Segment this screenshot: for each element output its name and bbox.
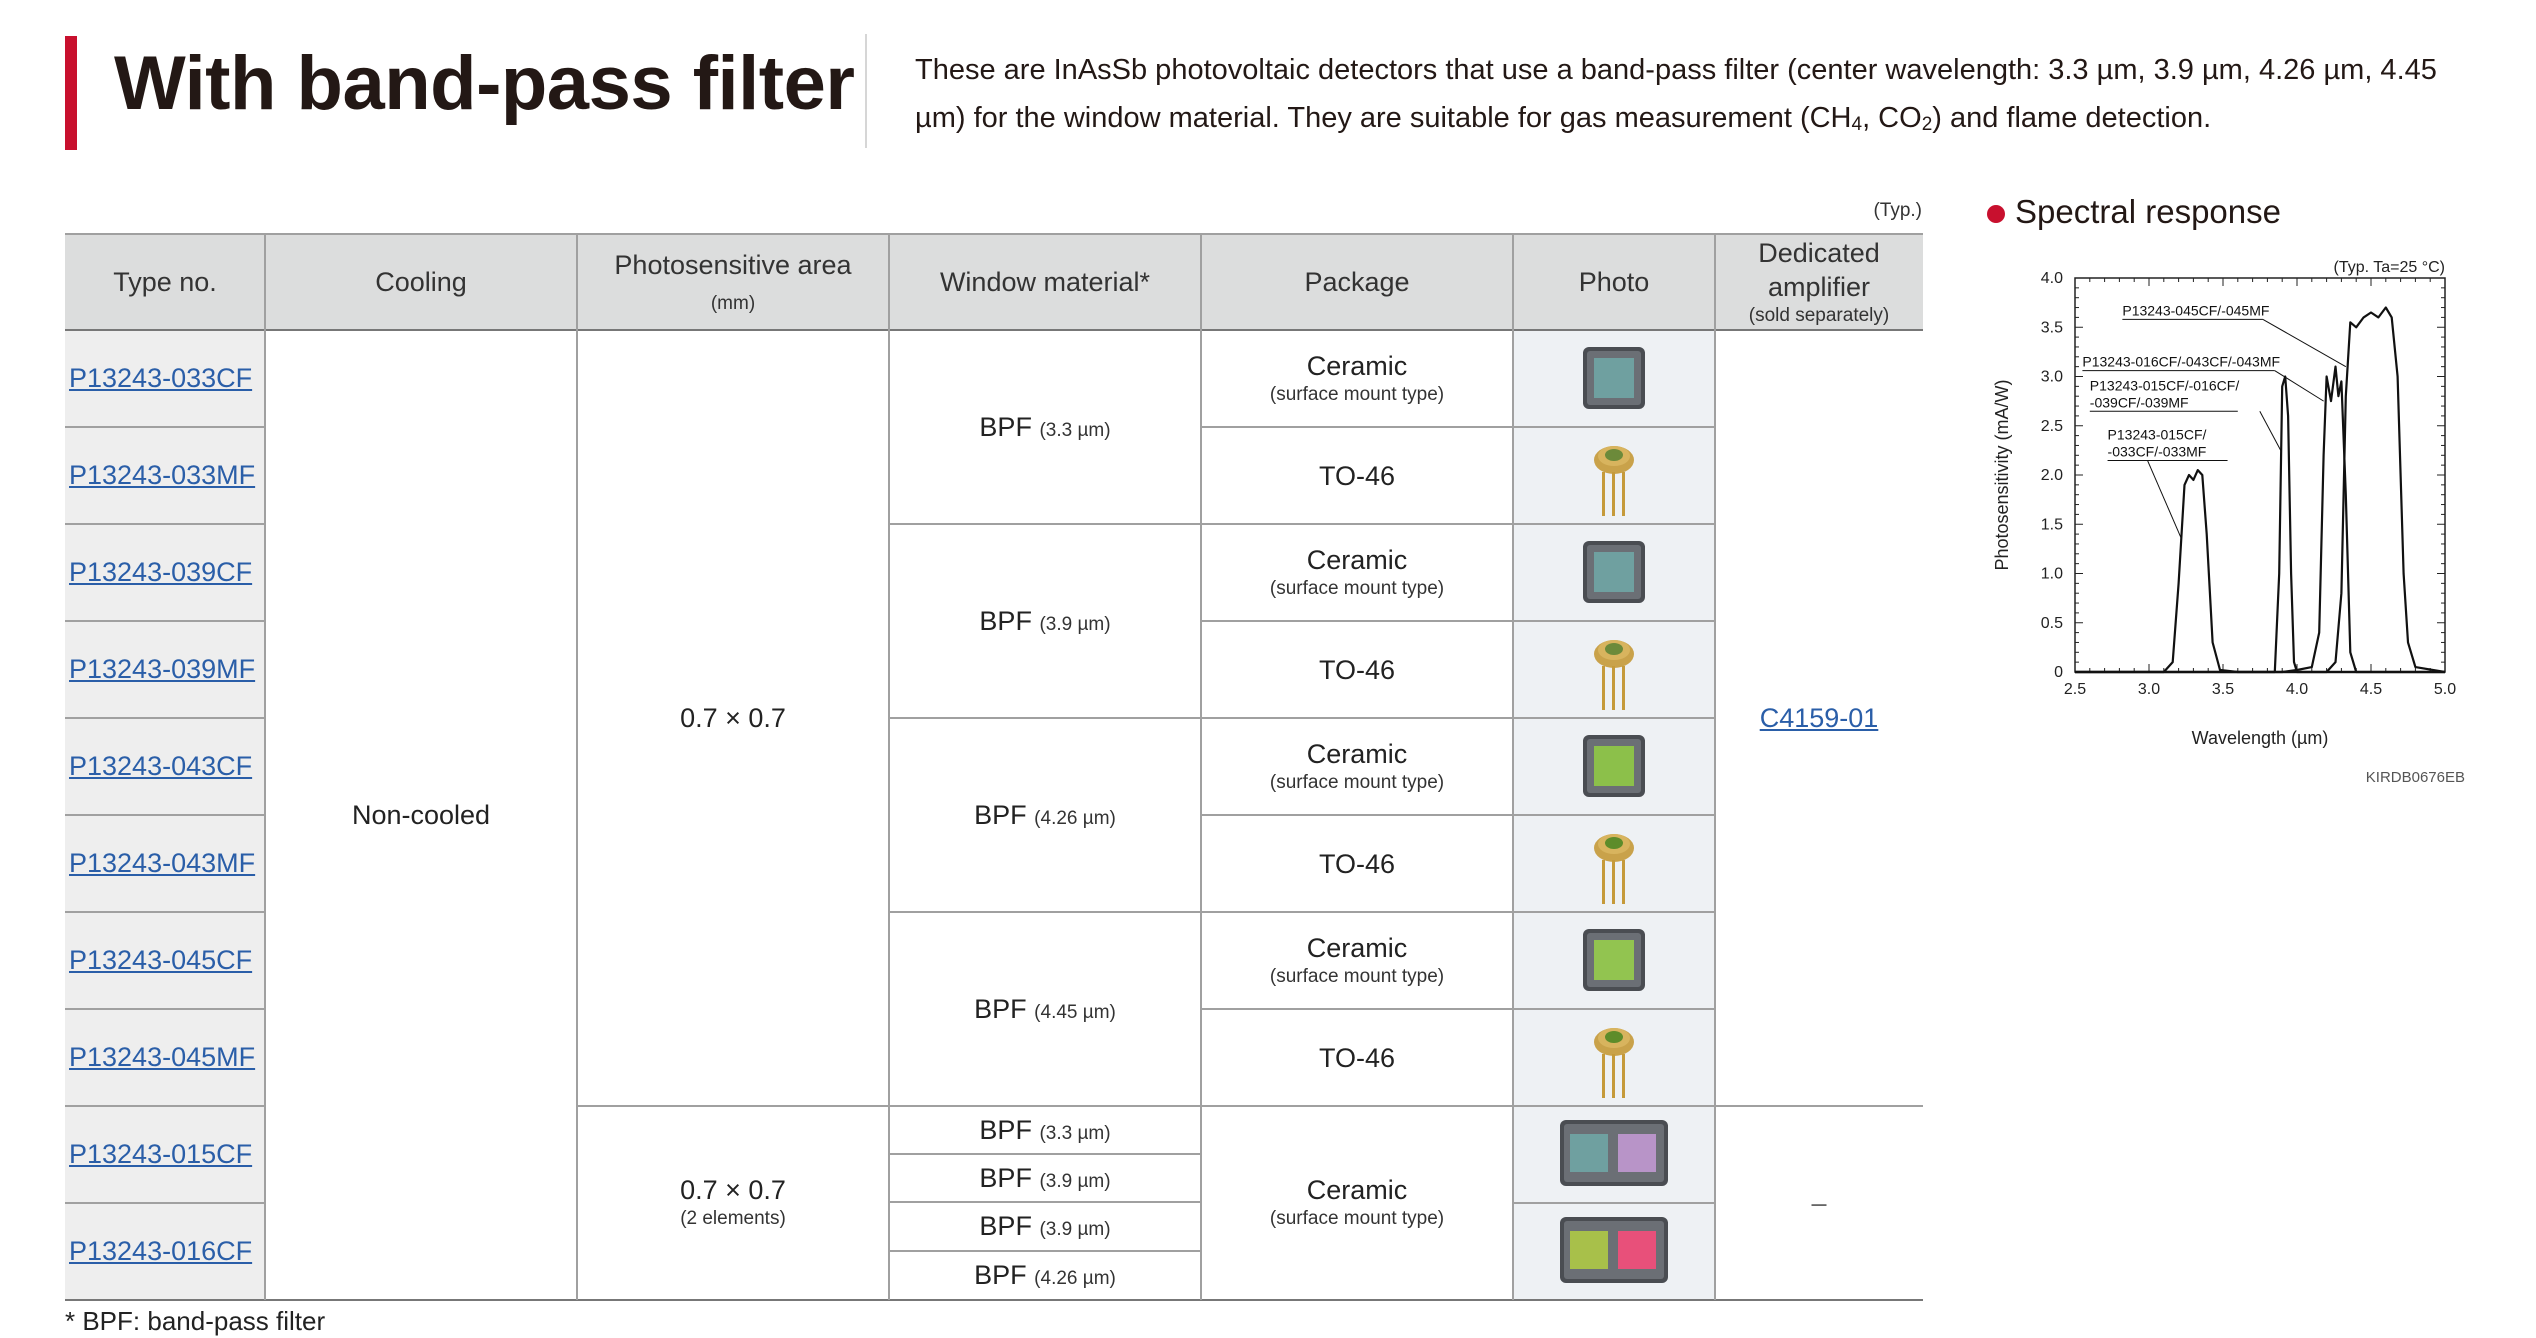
window-label: BPF [979,1114,1032,1145]
table-header-rule [65,329,1923,331]
window-wavelength: (4.26 µm) [1034,1268,1116,1289]
bullet-icon [1987,205,2005,223]
package-ceramic: Ceramic [1306,738,1408,769]
window-cell [889,330,1201,524]
row-rule [65,620,265,622]
row-rule [889,1153,1201,1155]
amplifier-none: – [1811,1188,1827,1218]
to46-package-photo [1590,436,1638,518]
header-area-unit: (mm) [710,292,756,314]
y-tick-label: 2.0 [2040,467,2063,484]
package-to46: TO-46 [1318,1042,1396,1073]
type-row [65,718,265,815]
table-bottom-rule [65,1299,1923,1301]
row-rule [889,1201,1201,1203]
header-window-label: Window material* [939,266,1151,297]
window-value [979,605,1110,638]
package-cell [1201,427,1513,524]
window-value [974,1259,1116,1292]
header-amplifier-line-2: amplifier [1767,271,1871,302]
amplifier-cell-none [1715,1106,1923,1300]
row-rule [889,911,1201,913]
type-row [65,1106,265,1203]
package-cell [1201,330,1513,427]
package-ceramic-note: (surface mount type) [1269,1208,1445,1229]
package-ceramic-note: (surface mount type) [1269,771,1445,793]
header-type-no [65,233,265,330]
package-cell [1201,718,1513,815]
type-row [65,427,265,524]
ceramic-package-photo [1581,733,1647,799]
ceramic-package-photo [1581,345,1647,411]
window-label: BPF [979,411,1032,442]
area-dual-value: 0.7 × 0.7 [680,1175,786,1205]
y-tick-label: 0 [2054,664,2063,681]
type-link-p13243-045cf[interactable]: P13243-045CF [69,945,253,975]
type-row [65,330,265,427]
area-cell-dual [577,1106,889,1300]
to46-package-photo [1590,824,1638,906]
header-amplifier-line-1: Dedicated [1758,237,1880,268]
series-callout-label: -039CF/-039MF [2089,394,2189,411]
row-rule [889,523,1201,525]
type-link-p13243-043cf[interactable]: P13243-043CF [69,751,253,781]
description-line-2 [915,94,2515,149]
product-table [65,233,1923,1300]
window-value [979,1210,1110,1243]
x-tick-label: 3.5 [2211,681,2235,698]
window-value [979,1162,1110,1195]
window-wavelength: (3.9 µm) [1039,1219,1111,1240]
col-rule [1200,233,1202,1300]
description-text-c: ) and flame detection. [1932,102,2212,134]
type-link-p13243-045mf[interactable]: P13243-045MF [69,1042,256,1072]
header-amplifier [1715,233,1923,330]
description-sub-2: 2 [1921,114,1933,135]
header-cooling-label: Cooling [375,266,467,297]
row-rule [65,1105,265,1107]
x-tick-label: 3.0 [2137,681,2161,698]
dual-ceramic-package-photo [1558,1215,1670,1285]
ceramic-package-photo [1581,927,1647,993]
x-tick-label: 5.0 [2433,681,2457,698]
series-callout-label: P13243-016CF/-043CF/-043MF [2082,353,2281,370]
row-rule [1201,911,1715,913]
dual-ceramic-package-photo [1558,1118,1670,1188]
description-text-b: , CO [1862,102,1922,134]
table-top-rule [65,233,1923,235]
window-cell-dual [889,1251,1201,1300]
amplifier-cell [1715,330,1923,1106]
header-package-label: Package [1304,266,1410,297]
type-link-p13243-039mf[interactable]: P13243-039MF [69,654,256,684]
type-link-p13243-016cf[interactable]: P13243-016CF [69,1236,253,1266]
header-area [577,233,889,330]
amplifier-link-c4159-01[interactable]: C4159-01 [1759,702,1879,733]
x-tick-label: 2.5 [2063,681,2087,698]
col-rule [888,233,890,1300]
figure-code: KIRDB0676EB [2365,769,2465,786]
window-cell [889,718,1201,912]
footnote: * BPF: band-pass filter [65,1306,326,1336]
type-link-p13243-039cf[interactable]: P13243-039CF [69,557,253,587]
description [915,46,2515,149]
row-rule [1201,620,1715,622]
type-row [65,1009,265,1106]
y-tick-label: 3.0 [2040,368,2063,386]
col-rule [576,233,578,1300]
header-window [889,233,1201,330]
y-tick-label: 4.0 [2040,270,2063,287]
window-value [979,411,1110,444]
series-3.9um-line [2075,377,2445,673]
description-sub-1: 4 [1851,114,1863,135]
window-wavelength: (4.45 µm) [1034,1001,1116,1023]
window-wavelength: (3.9 µm) [1039,1170,1111,1192]
x-tick-label: 4.5 [2359,681,2383,698]
x-tick-label: 4.0 [2285,681,2309,698]
row-rule [1201,426,1715,428]
window-wavelength: (3.3 µm) [1039,1122,1111,1144]
window-label: BPF [979,1211,1032,1241]
series-callout-label: -033CF/-033MF [2107,443,2207,460]
package-cell [1201,621,1513,718]
package-ceramic: Ceramic [1306,932,1408,963]
window-wavelength: (3.3 µm) [1039,419,1111,441]
window-wavelength: (4.26 µm) [1034,807,1116,829]
row-rule [65,717,265,719]
type-row [65,1203,265,1300]
y-tick-label: 1.5 [2040,516,2063,534]
window-label: BPF [974,799,1027,830]
col-rule [1714,233,1716,1300]
area-dual-note: (2 elements) [680,1208,786,1229]
window-cell-dual [889,1106,1201,1154]
package-ceramic-note: (surface mount type) [1269,383,1445,405]
ceramic-package-photo [1581,539,1647,605]
series-callout-label: P13243-045CF/-045MF [2122,302,2270,319]
package-cell [1201,524,1513,621]
window-cell-dual [889,1202,1201,1251]
row-rule [577,1105,1923,1107]
window-label: BPF [979,1162,1032,1193]
description-line-1: These are InAsSb photovoltaic detectors that use a band-pass filter (center wavelength: 3.3 µm, 3.9 µm, 4.26 µm, 4.45 [915,54,2437,86]
window-cell-dual [889,1154,1201,1202]
row-rule [889,1250,1201,1252]
header-area-label: Photosensitive area [614,249,852,280]
row-rule [65,1008,265,1010]
row-rule [65,1202,265,1204]
package-cell [1201,815,1513,912]
y-tick-label: 3.5 [2040,319,2063,337]
type-link-p13243-043mf[interactable]: P13243-043MF [69,848,256,878]
chart-note: (Typ. Ta=25 °C) [2333,259,2445,276]
col-rule [264,233,266,1300]
row-rule [65,523,265,525]
y-tick-label: 0.5 [2040,614,2063,632]
y-tick-label: 2.5 [2040,417,2063,435]
plot-frame [2075,278,2445,672]
y-axis-label: Photosensitivity (mA/W) [1992,379,2012,571]
to46-package-photo [1590,630,1638,712]
header-type-no-label: Type no. [113,266,217,297]
package-cell [1201,912,1513,1009]
window-label: BPF [974,993,1027,1024]
header-divider [865,34,867,148]
row-rule [1201,717,1715,719]
header-amplifier-line-3: (sold separately) [1748,304,1890,326]
row-rule [889,717,1201,719]
window-value [974,993,1116,1026]
series-callout-label: P13243-015CF/ [2107,426,2207,443]
callout-leader [2260,411,2281,450]
row-rule [65,814,265,816]
chart-title: Spectral response [2015,193,2281,230]
window-cell [889,912,1201,1106]
package-cell [1201,1009,1513,1106]
type-row [65,621,265,718]
y-tick-label: 1.0 [2040,565,2063,583]
x-axis-label: Wavelength (µm) [2191,728,2329,748]
title-accent-bar [65,36,77,150]
row-rule [65,426,265,428]
type-row [65,524,265,621]
header-package [1201,233,1513,330]
col-rule [1512,233,1514,1300]
area-single-value: 0.7 × 0.7 [680,703,786,733]
row-rule [1201,523,1715,525]
package-to46: TO-46 [1318,460,1396,491]
window-cell [889,524,1201,718]
package-ceramic-note: (surface mount type) [1269,965,1445,987]
package-ceramic: Ceramic [1306,1175,1408,1205]
package-ceramic: Ceramic [1306,350,1408,381]
callout-leader [2148,461,2182,539]
header-photo [1513,233,1715,330]
row-rule [65,911,265,913]
typ-note: (Typ.) [1873,200,1922,221]
row-rule [1201,1008,1715,1010]
package-to46: TO-46 [1318,848,1396,879]
page-title: With band-pass filter [114,41,855,126]
series-3.3um-line [2075,470,2445,672]
package-to46: TO-46 [1318,654,1396,685]
description-text-a: µm) for the window material. They are suitable for gas measurement (CH [915,102,1852,134]
header-cooling [265,233,577,330]
cooling-value: Non-cooled [351,800,491,830]
type-link-p13243-033mf[interactable]: P13243-033MF [69,460,256,490]
row-rule [1201,814,1715,816]
window-value [979,1114,1110,1147]
package-ceramic-note: (surface mount type) [1269,577,1445,599]
type-row [65,815,265,912]
type-row [65,912,265,1009]
spectral-response-chart [1970,240,2510,800]
header-photo-label: Photo [1578,266,1650,297]
package-cell-dual [1201,1106,1513,1300]
series-callout-label: P13243-015CF/-016CF/ [2089,377,2240,394]
window-wavelength: (3.9 µm) [1039,613,1111,635]
window-value [974,799,1116,832]
cooling-cell [265,330,577,1300]
window-label: BPF [979,605,1032,636]
to46-package-photo [1590,1018,1638,1100]
row-rule [1513,1202,1715,1204]
area-cell-single [577,330,889,1106]
window-label: BPF [974,1260,1027,1290]
package-ceramic: Ceramic [1306,544,1408,575]
type-link-p13243-015cf[interactable]: P13243-015CF [69,1139,253,1169]
type-link-p13243-033cf[interactable]: P13243-033CF [69,363,253,393]
